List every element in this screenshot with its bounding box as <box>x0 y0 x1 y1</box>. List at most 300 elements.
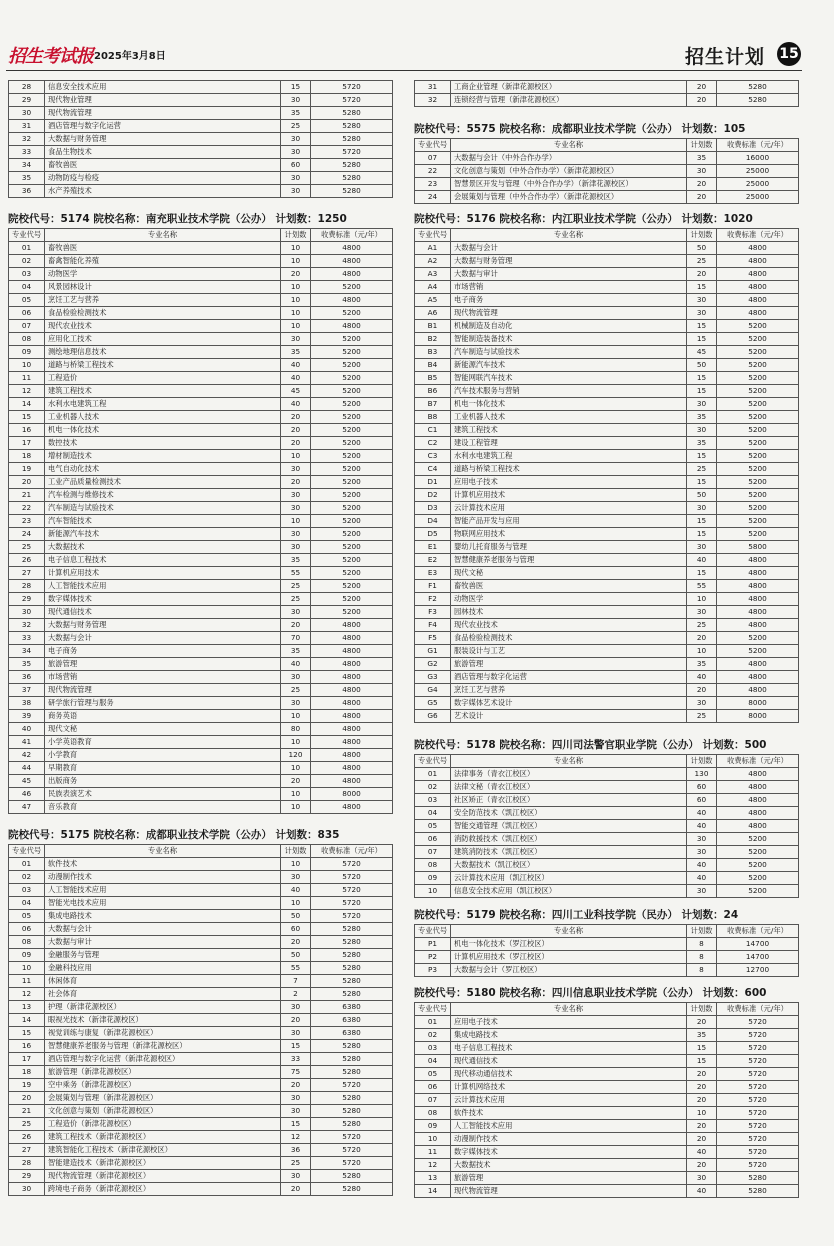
plan-count: 30 <box>281 1170 311 1183</box>
table-row <box>9 294 393 307</box>
major-name: 现代物业管理 <box>45 94 281 107</box>
plan-count: 20 <box>281 1014 311 1027</box>
col-header-name: 专业名称 <box>451 755 687 768</box>
major-name: 数字媒体技术 <box>45 593 281 606</box>
major-code: 32 <box>9 619 45 632</box>
tuition-fee: 4800 <box>311 645 393 658</box>
plan-count: 30 <box>687 294 717 307</box>
tuition-fee: 6380 <box>311 1014 393 1027</box>
major-name: 小学英语教育 <box>45 736 281 749</box>
plan-count: 10 <box>687 645 717 658</box>
major-name: 大数据技术（凯江校区） <box>451 859 687 872</box>
tuition-fee: 4800 <box>311 632 393 645</box>
plan-count: 40 <box>687 554 717 567</box>
plan-count: 10 <box>281 242 311 255</box>
plan-count: 10 <box>281 710 311 723</box>
table-row <box>415 320 799 333</box>
table-row <box>9 884 393 897</box>
major-code: 13 <box>9 1001 45 1014</box>
major-code: 21 <box>9 489 45 502</box>
major-name: 数字媒体技术 <box>451 1146 687 1159</box>
tuition-fee: 8000 <box>717 710 799 723</box>
school-block-s5575 <box>414 122 799 204</box>
major-name: 智能产品开发与应用 <box>451 515 687 528</box>
table-row <box>415 1042 799 1055</box>
major-name: 智能网联汽车技术 <box>451 372 687 385</box>
tuition-fee: 5720 <box>717 1016 799 1029</box>
major-name: 工业机器人技术 <box>45 411 281 424</box>
plan-table <box>8 844 393 1196</box>
major-code: G4 <box>415 684 451 697</box>
major-name: 早期教育 <box>45 762 281 775</box>
major-name: 建筑工程技术 <box>45 385 281 398</box>
major-code: E2 <box>415 554 451 567</box>
plan-count: 25 <box>281 1157 311 1170</box>
major-name: 道路与桥梁工程技术 <box>45 359 281 372</box>
tuition-fee: 4800 <box>311 775 393 788</box>
major-code: P1 <box>415 938 451 951</box>
table-row <box>9 424 393 437</box>
major-code: 39 <box>9 710 45 723</box>
table-row <box>415 885 799 898</box>
major-code: 29 <box>9 593 45 606</box>
major-name: 休闲体育 <box>45 975 281 988</box>
major-name: 计算机应用技术（罗江校区） <box>451 951 687 964</box>
table-row <box>415 81 799 94</box>
tuition-fee: 4800 <box>717 619 799 632</box>
major-name: 动物防疫与检疫 <box>45 172 281 185</box>
plan-count: 120 <box>281 749 311 762</box>
tuition-fee: 5200 <box>311 593 393 606</box>
tuition-fee: 5280 <box>311 185 393 198</box>
tuition-fee: 5200 <box>311 476 393 489</box>
tuition-fee: 4800 <box>311 697 393 710</box>
tuition-fee: 5200 <box>311 398 393 411</box>
major-name: 建设工程管理 <box>451 437 687 450</box>
plan-count: 10 <box>281 801 311 814</box>
plan-table <box>414 228 799 723</box>
tuition-fee: 25000 <box>717 165 799 178</box>
table-row <box>9 489 393 502</box>
section-title: 招生计划 <box>685 46 766 68</box>
issue-date: 2025年3月8日 <box>94 51 166 62</box>
table-row <box>9 1144 393 1157</box>
plan-count: 30 <box>281 697 311 710</box>
tuition-fee: 5280 <box>311 962 393 975</box>
table-row <box>415 781 799 794</box>
tuition-fee: 4800 <box>311 619 393 632</box>
table-row <box>9 94 393 107</box>
major-name: 大数据与审计 <box>45 936 281 949</box>
major-code: G1 <box>415 645 451 658</box>
major-name: 智慧景区开发与管理（中外合作办学）（新津花源校区） <box>451 178 687 191</box>
tuition-fee: 4800 <box>717 255 799 268</box>
plan-count: 20 <box>281 775 311 788</box>
major-name: 工业产品质量检测技术 <box>45 476 281 489</box>
plan-count: 20 <box>281 437 311 450</box>
newspaper-logo: 招生考试报 <box>8 46 93 67</box>
major-name: 人工智能技术应用 <box>451 1120 687 1133</box>
col-header-plan: 计划数 <box>281 845 311 858</box>
table-row <box>415 1055 799 1068</box>
tuition-fee: 4800 <box>717 242 799 255</box>
major-code: 35 <box>9 172 45 185</box>
col-header-fee: 收费标准（元/年） <box>717 1003 799 1016</box>
plan-count: 55 <box>281 567 311 580</box>
table-header-row <box>9 845 393 858</box>
tuition-fee: 4800 <box>311 658 393 671</box>
tuition-fee: 12700 <box>717 964 799 977</box>
tuition-fee: 5200 <box>717 885 799 898</box>
plan-count: 10 <box>687 593 717 606</box>
table-row <box>415 684 799 697</box>
table-row <box>9 1118 393 1131</box>
major-name: 动物医学 <box>45 268 281 281</box>
major-name: 园林技术 <box>451 606 687 619</box>
tuition-fee: 5200 <box>311 411 393 424</box>
plan-count: 30 <box>281 871 311 884</box>
tuition-fee: 5200 <box>311 463 393 476</box>
major-code: 20 <box>9 1092 45 1105</box>
major-name: 旅游管理 <box>451 658 687 671</box>
major-code: E1 <box>415 541 451 554</box>
school-header: 院校代号：5178 院校名称：四川司法警官职业学院（公办） 计划数：500 <box>414 739 767 751</box>
tuition-fee: 5720 <box>311 884 393 897</box>
major-name: 旅游管理（新津花源校区） <box>45 1066 281 1079</box>
plan-count: 60 <box>281 159 311 172</box>
school-header: 院校代号：5175 院校名称：成都职业技术学院（公办） 计划数：835 <box>8 829 340 841</box>
plan-count: 15 <box>687 333 717 346</box>
major-code: 10 <box>9 359 45 372</box>
table-row <box>9 632 393 645</box>
major-code: 46 <box>9 788 45 801</box>
major-code: F3 <box>415 606 451 619</box>
major-name: 社区矫正（青衣江校区） <box>451 794 687 807</box>
major-code: E3 <box>415 567 451 580</box>
tuition-fee: 5720 <box>311 1131 393 1144</box>
major-code: 31 <box>9 120 45 133</box>
major-name: 大数据与财务管理 <box>451 255 687 268</box>
major-name: 畜牧兽医 <box>45 159 281 172</box>
plan-table <box>8 80 393 198</box>
major-code: 22 <box>415 165 451 178</box>
tuition-fee: 5280 <box>311 1118 393 1131</box>
major-name: 连锁经营与管理（新津花源校区） <box>451 94 687 107</box>
major-code: P3 <box>415 964 451 977</box>
plan-count: 15 <box>687 320 717 333</box>
major-code: 25 <box>9 541 45 554</box>
major-name: 旅游管理 <box>451 1172 687 1185</box>
table-row <box>415 697 799 710</box>
table-row <box>9 858 393 871</box>
plan-count: 40 <box>687 671 717 684</box>
major-code: 01 <box>9 858 45 871</box>
tuition-fee: 5280 <box>311 936 393 949</box>
tuition-fee: 5720 <box>311 1079 393 1092</box>
plan-count: 10 <box>281 307 311 320</box>
plan-count: 30 <box>281 502 311 515</box>
major-name: 大数据与会计（罗江校区） <box>451 964 687 977</box>
major-code: 06 <box>9 923 45 936</box>
plan-count: 20 <box>687 1081 717 1094</box>
table-row <box>415 1159 799 1172</box>
table-row <box>415 281 799 294</box>
plan-count: 20 <box>281 424 311 437</box>
major-name: 软件技术 <box>45 858 281 871</box>
plan-count: 55 <box>281 962 311 975</box>
major-name: 大数据技术 <box>451 1159 687 1172</box>
tuition-fee: 5800 <box>717 541 799 554</box>
major-name: 人工智能技术应用 <box>45 884 281 897</box>
major-code: 07 <box>415 846 451 859</box>
major-code: F2 <box>415 593 451 606</box>
plan-count: 20 <box>687 632 717 645</box>
major-code: 45 <box>9 775 45 788</box>
tuition-fee: 5200 <box>717 450 799 463</box>
table-row <box>415 632 799 645</box>
major-code: A6 <box>415 307 451 320</box>
tuition-fee: 5200 <box>717 489 799 502</box>
table-row <box>9 107 393 120</box>
tuition-fee: 5720 <box>717 1081 799 1094</box>
plan-count: 20 <box>687 1094 717 1107</box>
tuition-fee: 5280 <box>311 107 393 120</box>
tuition-fee: 5280 <box>717 1185 799 1198</box>
plan-count: 25 <box>687 255 717 268</box>
major-code: 09 <box>415 872 451 885</box>
major-name: 大数据与会计（中外合作办学） <box>451 152 687 165</box>
plan-count: 60 <box>281 923 311 936</box>
major-name: 新能源汽车技术 <box>451 359 687 372</box>
tuition-fee: 5200 <box>311 567 393 580</box>
table-row <box>9 172 393 185</box>
major-name: 社会体育 <box>45 988 281 1001</box>
tuition-fee: 5200 <box>717 846 799 859</box>
col-header-plan: 计划数 <box>687 1003 717 1016</box>
table-row <box>415 424 799 437</box>
col-header-plan: 计划数 <box>281 229 311 242</box>
col-header-fee: 收费标准（元/年） <box>717 139 799 152</box>
tuition-fee: 5280 <box>311 1170 393 1183</box>
tuition-fee: 4800 <box>311 255 393 268</box>
major-name: 大数据与审计 <box>451 268 687 281</box>
plan-count: 25 <box>687 710 717 723</box>
major-name: 大数据与财务管理 <box>45 619 281 632</box>
tuition-fee: 5720 <box>311 81 393 94</box>
plan-count: 30 <box>687 606 717 619</box>
table-row <box>9 159 393 172</box>
plan-count: 50 <box>281 910 311 923</box>
table-row <box>9 1092 393 1105</box>
major-code: D1 <box>415 476 451 489</box>
tuition-fee: 8000 <box>311 788 393 801</box>
tuition-fee: 5200 <box>717 645 799 658</box>
plan-count: 45 <box>281 385 311 398</box>
major-code: 27 <box>9 1144 45 1157</box>
table-row <box>415 398 799 411</box>
major-code: 40 <box>9 723 45 736</box>
major-name: 人工智能技术应用 <box>45 580 281 593</box>
tuition-fee: 4800 <box>311 294 393 307</box>
table-row <box>9 307 393 320</box>
plan-count: 30 <box>281 606 311 619</box>
plan-count: 20 <box>281 619 311 632</box>
tuition-fee: 14700 <box>717 951 799 964</box>
table-row <box>9 411 393 424</box>
table-row <box>9 372 393 385</box>
table-row <box>9 684 393 697</box>
plan-count: 35 <box>687 437 717 450</box>
major-code: 12 <box>415 1159 451 1172</box>
table-row <box>415 1146 799 1159</box>
major-name: 集成电路技术 <box>451 1029 687 1042</box>
table-row <box>415 372 799 385</box>
major-code: 16 <box>9 424 45 437</box>
table-row <box>9 910 393 923</box>
tuition-fee: 5200 <box>717 502 799 515</box>
major-code: 38 <box>9 697 45 710</box>
table-row <box>9 1066 393 1079</box>
plan-count: 10 <box>281 294 311 307</box>
tuition-fee: 5280 <box>311 975 393 988</box>
major-code: 35 <box>9 658 45 671</box>
major-code: C4 <box>415 463 451 476</box>
tuition-fee: 5200 <box>311 502 393 515</box>
plan-count: 30 <box>281 671 311 684</box>
plan-count: 20 <box>687 1159 717 1172</box>
major-name: 文化创意与策划（新津花源校区） <box>45 1105 281 1118</box>
tuition-fee: 5720 <box>717 1159 799 1172</box>
tuition-fee: 4800 <box>717 307 799 320</box>
major-name: 音乐教育 <box>45 801 281 814</box>
plan-count: 35 <box>281 107 311 120</box>
table-row <box>415 476 799 489</box>
major-name: 集成电路技术 <box>45 910 281 923</box>
major-code: 03 <box>9 884 45 897</box>
tuition-fee: 4800 <box>311 268 393 281</box>
table-row <box>415 165 799 178</box>
tuition-fee: 4800 <box>717 820 799 833</box>
table-row <box>415 1185 799 1198</box>
table-row <box>9 515 393 528</box>
major-code: 31 <box>415 81 451 94</box>
major-name: 金融科技应用 <box>45 962 281 975</box>
major-name: 电子信息工程技术 <box>451 1042 687 1055</box>
major-code: G6 <box>415 710 451 723</box>
tuition-fee: 5200 <box>311 580 393 593</box>
major-name: 文化创意与策划（中外合作办学）（新津花源校区） <box>451 165 687 178</box>
major-code: 19 <box>9 1079 45 1092</box>
tuition-fee: 5200 <box>311 385 393 398</box>
plan-count: 35 <box>687 152 717 165</box>
plan-count: 80 <box>281 723 311 736</box>
plan-count: 30 <box>687 398 717 411</box>
major-code: C1 <box>415 424 451 437</box>
plan-count: 50 <box>687 359 717 372</box>
table-row <box>415 502 799 515</box>
table-row <box>9 1170 393 1183</box>
col-header-plan: 计划数 <box>687 139 717 152</box>
table-row <box>9 949 393 962</box>
major-code: 02 <box>415 781 451 794</box>
plan-count: 15 <box>687 450 717 463</box>
table-row <box>415 1068 799 1081</box>
major-code: D5 <box>415 528 451 541</box>
major-code: 41 <box>9 736 45 749</box>
major-name: 工商企业管理（新津花源校区） <box>451 81 687 94</box>
tuition-fee: 5200 <box>311 606 393 619</box>
plan-count: 15 <box>687 1055 717 1068</box>
major-name: 智能交通管理（凯江校区） <box>451 820 687 833</box>
major-name: 商务英语 <box>45 710 281 723</box>
school-block-s5175 <box>8 828 393 1196</box>
tuition-fee: 5200 <box>717 476 799 489</box>
table-row <box>415 359 799 372</box>
plan-count: 50 <box>281 949 311 962</box>
tuition-fee: 5200 <box>717 833 799 846</box>
table-row <box>415 567 799 580</box>
col-header-fee: 收费标准（元/年） <box>717 229 799 242</box>
plan-count: 30 <box>687 885 717 898</box>
school-header: 院校代号：5174 院校名称：南充职业技术学院（公办） 计划数：1250 <box>8 213 347 225</box>
major-code: 02 <box>9 871 45 884</box>
tuition-fee: 5200 <box>717 398 799 411</box>
major-name: 新能源汽车技术 <box>45 528 281 541</box>
major-code: 28 <box>9 81 45 94</box>
major-code: G5 <box>415 697 451 710</box>
tuition-fee: 5720 <box>717 1029 799 1042</box>
table-row <box>9 255 393 268</box>
major-name: 旅游管理 <box>45 658 281 671</box>
major-name: 民族表演艺术 <box>45 788 281 801</box>
plan-count: 30 <box>687 697 717 710</box>
major-name: 建筑工程技术（新津花源校区） <box>45 1131 281 1144</box>
table-row <box>415 1133 799 1146</box>
school-block-s5179 <box>414 908 799 977</box>
table-row <box>9 333 393 346</box>
plan-count: 50 <box>687 489 717 502</box>
school-header: 院校代号：5179 院校名称：四川工业科技学院（民办） 计划数：24 <box>414 909 739 921</box>
table-row <box>9 736 393 749</box>
table-row <box>9 320 393 333</box>
major-code: 30 <box>9 1183 45 1196</box>
major-name: 护理（新津花源校区） <box>45 1001 281 1014</box>
table-row <box>415 94 799 107</box>
tuition-fee: 5720 <box>717 1120 799 1133</box>
school-block-s5174 <box>8 212 393 814</box>
major-code: 23 <box>415 178 451 191</box>
major-name: 现代物流管理 <box>451 307 687 320</box>
major-code: 14 <box>415 1185 451 1198</box>
major-name: 艺术设计 <box>451 710 687 723</box>
major-code: 05 <box>415 820 451 833</box>
major-name: 智慧健康养老服务与管理 <box>451 554 687 567</box>
major-name: 食品检验检测技术 <box>451 632 687 645</box>
table-header-row <box>415 229 799 242</box>
table-row <box>415 1120 799 1133</box>
plan-table <box>414 1002 799 1198</box>
plan-count: 20 <box>281 411 311 424</box>
table-row <box>415 541 799 554</box>
major-code: 47 <box>9 801 45 814</box>
tuition-fee: 4800 <box>311 684 393 697</box>
table-row <box>415 346 799 359</box>
plan-count: 45 <box>687 346 717 359</box>
major-code: 19 <box>9 463 45 476</box>
plan-count: 30 <box>281 185 311 198</box>
major-code: 17 <box>9 1053 45 1066</box>
col-header-code: 专业代号 <box>415 925 451 938</box>
